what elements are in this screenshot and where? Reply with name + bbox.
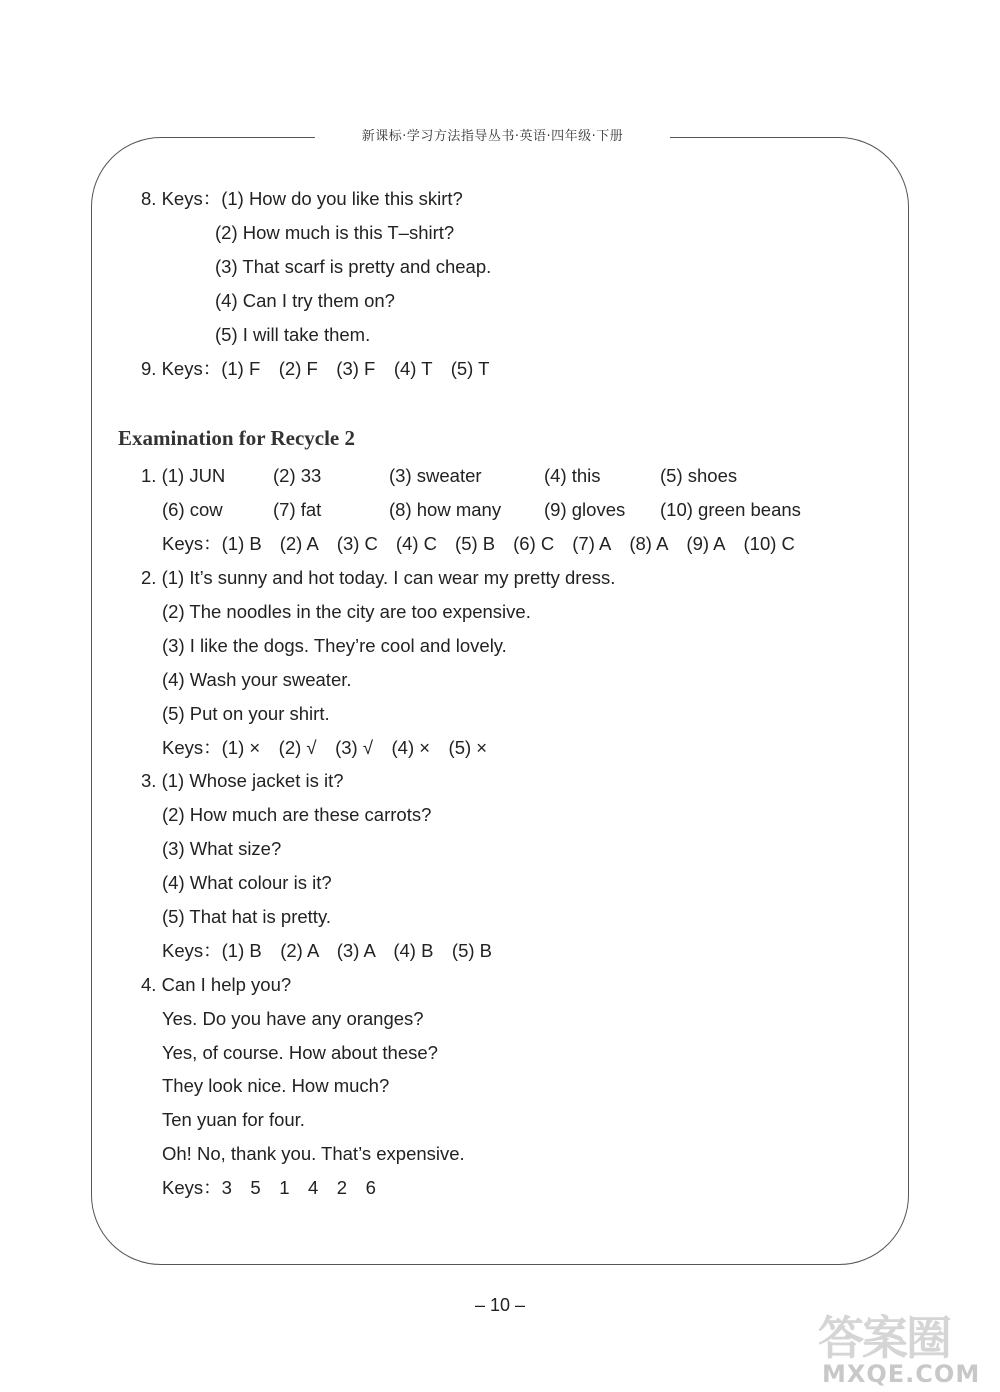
ex4-line-2: Yes. Do you have any oranges? bbox=[162, 1008, 424, 1029]
ex3-line-4: (4) What colour is it? bbox=[162, 872, 332, 893]
q8-line-5: (5) I will take them. bbox=[215, 324, 371, 345]
q8-line-2: (2) How much is this T–shirt? bbox=[215, 222, 455, 243]
ex1-key: (9) A bbox=[686, 533, 726, 554]
ex1-item-9: (9) gloves bbox=[544, 499, 626, 520]
ex1-item-6: (6) cow bbox=[162, 499, 223, 520]
ex1-key: (8) A bbox=[629, 533, 669, 554]
ex1-keys bbox=[162, 532, 813, 556]
ex4-line-3: Yes, of course. How about these? bbox=[162, 1042, 438, 1063]
ex2-line-4: (4) Wash your sweater. bbox=[162, 669, 352, 690]
ex1-item-10: (10) green beans bbox=[660, 499, 801, 520]
q8-first-line: 8. Keys：(1) How do you like this skirt? bbox=[141, 188, 463, 209]
ex1-item-5: (5) shoes bbox=[660, 465, 738, 486]
ex2-line-5: (5) Put on your shirt. bbox=[162, 703, 330, 724]
ex3-keys: Keys：(1) B (2) A (3) A (4) B (5) B bbox=[162, 940, 492, 961]
section-title: Examination for Recycle 2 bbox=[118, 426, 355, 450]
ex1-key: (7) A bbox=[572, 533, 612, 554]
ex1-item-3: (3) sweater bbox=[389, 465, 482, 486]
ex3-line-2: (2) How much are these carrots? bbox=[162, 804, 432, 825]
ex1-item-8: (8) how many bbox=[389, 499, 502, 520]
watermark-bottom-text: MXQE.COM bbox=[822, 1360, 981, 1388]
ex4-line-5: Ten yuan for four. bbox=[162, 1109, 305, 1130]
ex1-key: (2) A bbox=[279, 533, 319, 554]
q9-keys: 9. Keys：(1) F (2) F (3) F (4) T (5) T bbox=[141, 358, 490, 379]
ex2-keys: Keys：(1) × (2) √ (3) √ (4) × (5) × bbox=[162, 737, 488, 758]
ex1-item-7: (7) fat bbox=[273, 499, 322, 520]
ex3-line-5: (5) That hat is pretty. bbox=[162, 906, 331, 927]
ex2-line-2: (2) The noodles in the city are too expensive. bbox=[162, 601, 531, 622]
watermark-logo bbox=[818, 1302, 996, 1390]
ex4-line-4: They look nice. How much? bbox=[162, 1075, 390, 1096]
ex2-line-3: (3) I like the dogs. They’re cool and lovely. bbox=[162, 635, 507, 656]
ex1-key: (3) C bbox=[336, 533, 378, 554]
watermark-top-text: 答案圈 bbox=[818, 1311, 950, 1365]
ex1-key: (10) C bbox=[743, 533, 795, 554]
q8-line-4: (4) Can I try them on? bbox=[215, 290, 395, 311]
ex1-item-4: (4) this bbox=[544, 465, 601, 486]
ex2-first-line: 2. (1) It’s sunny and hot today. I can wear my pretty dress. bbox=[141, 567, 616, 588]
ex1-key: (5) B bbox=[455, 533, 496, 554]
q8-line-3: (3) That scarf is pretty and cheap. bbox=[215, 256, 492, 277]
ex3-first-line: 3. (1) Whose jacket is it? bbox=[141, 770, 344, 791]
ex4-line-6: Oh! No, thank you. That’s expensive. bbox=[162, 1143, 465, 1164]
ex1-key: (6) C bbox=[513, 533, 555, 554]
ex1-item-2: (2) 33 bbox=[273, 465, 322, 486]
ex4-keys: Keys：3 5 1 4 2 6 bbox=[162, 1177, 376, 1198]
ex1-item-1: 1. (1) JUN bbox=[141, 465, 226, 486]
ex1-key: Keys：(1) B bbox=[162, 533, 262, 554]
page-number: – 10 – bbox=[474, 1295, 526, 1315]
ex3-line-3: (3) What size? bbox=[162, 838, 282, 859]
ex4-first-line: 4. Can I help you? bbox=[141, 974, 292, 995]
ex1-key: (4) C bbox=[395, 533, 438, 554]
running-header: 新课标·学习方法指导丛书·英语·四年级·下册 bbox=[315, 126, 670, 148]
